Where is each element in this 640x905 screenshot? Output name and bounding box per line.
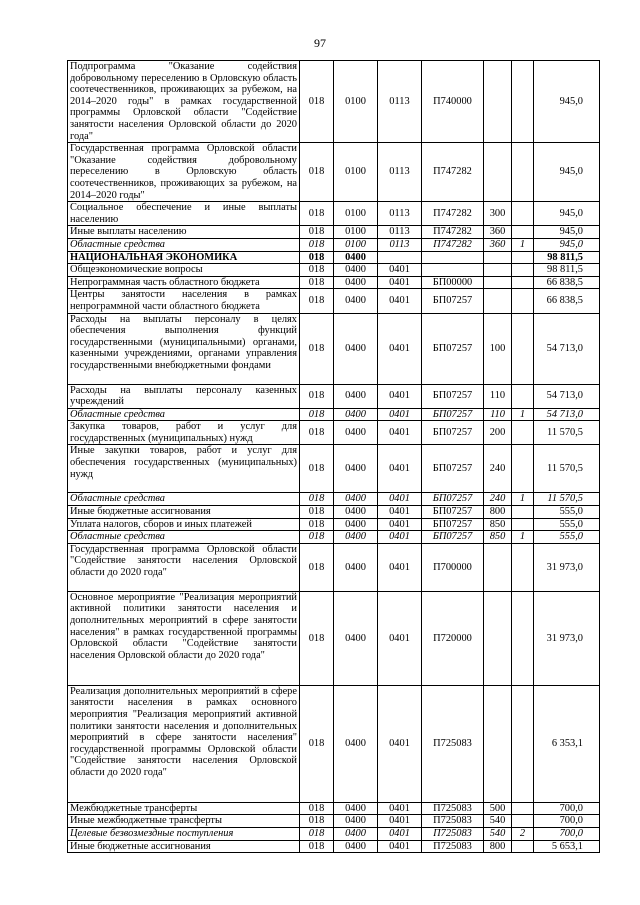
cell-subsection-code: 0401 bbox=[378, 815, 422, 828]
cell-expense-type: 100 bbox=[484, 313, 512, 384]
cell-section-code: 0400 bbox=[334, 828, 378, 841]
cell-funding-source: 1 bbox=[512, 408, 534, 421]
cell-amount: 555,0 bbox=[534, 518, 600, 531]
cell-section-code: 0400 bbox=[334, 531, 378, 544]
cell-subsection-code: 0401 bbox=[378, 802, 422, 815]
table-row bbox=[68, 408, 600, 421]
cell-expense-type bbox=[484, 591, 512, 685]
cell-amount: 98 811,5 bbox=[534, 251, 600, 264]
cell-subsection-code: 0401 bbox=[378, 685, 422, 802]
cell-subsection-code: 0401 bbox=[378, 840, 422, 853]
cell-amount: 555,0 bbox=[534, 506, 600, 519]
table-row bbox=[68, 840, 600, 853]
table-row bbox=[68, 143, 600, 202]
cell-amount: 6 353,1 bbox=[534, 685, 600, 802]
cell-ministry-code: 018 bbox=[300, 226, 334, 239]
row-name: Социальное обеспечение и иные выплаты населению bbox=[68, 202, 300, 226]
cell-funding-source bbox=[512, 591, 534, 685]
cell-target-article: П747282 bbox=[422, 226, 484, 239]
cell-amount: 54 713,0 bbox=[534, 408, 600, 421]
cell-ministry-code: 018 bbox=[300, 685, 334, 802]
cell-expense-type: 300 bbox=[484, 202, 512, 226]
budget-table bbox=[67, 60, 600, 853]
row-name: Иные межбюджетные трансферты bbox=[68, 815, 300, 828]
table-row bbox=[68, 61, 600, 143]
cell-expense-type: 800 bbox=[484, 506, 512, 519]
table-row bbox=[68, 445, 600, 493]
row-name: Общеэкономические вопросы bbox=[68, 264, 300, 277]
cell-amount: 11 570,5 bbox=[534, 421, 600, 445]
cell-section-code: 0400 bbox=[334, 815, 378, 828]
table-row bbox=[68, 493, 600, 506]
cell-funding-source bbox=[512, 276, 534, 289]
cell-expense-type: 540 bbox=[484, 815, 512, 828]
cell-subsection-code: 0113 bbox=[378, 202, 422, 226]
cell-expense-type: 360 bbox=[484, 226, 512, 239]
cell-funding-source: 1 bbox=[512, 493, 534, 506]
cell-target-article: П725083 bbox=[422, 802, 484, 815]
cell-expense-type: 850 bbox=[484, 518, 512, 531]
row-name: Областные средства bbox=[68, 408, 300, 421]
row-name: Расходы на выплаты персоналу казенных учреждений bbox=[68, 384, 300, 408]
cell-target-article: БП07257 bbox=[422, 384, 484, 408]
cell-ministry-code: 018 bbox=[300, 543, 334, 591]
cell-ministry-code: 018 bbox=[300, 493, 334, 506]
table-row bbox=[68, 591, 600, 685]
row-name: Государственная программа Орловской области "Содействие занятости населения Орловской области до 2020 года" bbox=[68, 543, 300, 591]
cell-funding-source bbox=[512, 226, 534, 239]
cell-amount: 945,0 bbox=[534, 202, 600, 226]
cell-expense-type bbox=[484, 143, 512, 202]
row-name: Уплата налогов, сборов и иных платежей bbox=[68, 518, 300, 531]
cell-section-code: 0400 bbox=[334, 408, 378, 421]
cell-subsection-code: 0401 bbox=[378, 531, 422, 544]
cell-expense-type bbox=[484, 685, 512, 802]
cell-amount: 31 973,0 bbox=[534, 591, 600, 685]
cell-amount: 31 973,0 bbox=[534, 543, 600, 591]
cell-target-article: П740000 bbox=[422, 61, 484, 143]
page-number: 97 bbox=[314, 36, 326, 50]
cell-funding-source bbox=[512, 685, 534, 802]
cell-subsection-code: 0401 bbox=[378, 518, 422, 531]
cell-section-code: 0100 bbox=[334, 143, 378, 202]
cell-amount: 54 713,0 bbox=[534, 384, 600, 408]
cell-section-code: 0400 bbox=[334, 518, 378, 531]
cell-target-article: П725083 bbox=[422, 815, 484, 828]
cell-amount: 66 838,5 bbox=[534, 289, 600, 313]
cell-funding-source: 1 bbox=[512, 238, 534, 251]
table-row bbox=[68, 251, 600, 264]
cell-section-code: 0400 bbox=[334, 264, 378, 277]
cell-target-article: БП07257 bbox=[422, 506, 484, 519]
cell-funding-source bbox=[512, 802, 534, 815]
row-name: Основное мероприятие "Реализация мероприятий активной политики занятости населения и дополнительных мероприятий в сфере занятости населения" в рамках государственной программы Орловской области "Содействие занятости населения Орловской области до 2020 года" bbox=[68, 591, 300, 685]
cell-ministry-code: 018 bbox=[300, 828, 334, 841]
cell-subsection-code: 0401 bbox=[378, 828, 422, 841]
cell-subsection-code: 0113 bbox=[378, 238, 422, 251]
row-name: Областные средства bbox=[68, 531, 300, 544]
cell-target-article: БП07257 bbox=[422, 493, 484, 506]
cell-funding-source bbox=[512, 421, 534, 445]
cell-subsection-code: 0401 bbox=[378, 543, 422, 591]
cell-funding-source bbox=[512, 143, 534, 202]
cell-funding-source bbox=[512, 445, 534, 493]
table-row bbox=[68, 543, 600, 591]
cell-ministry-code: 018 bbox=[300, 61, 334, 143]
cell-section-code: 0400 bbox=[334, 289, 378, 313]
cell-target-article: БП07257 bbox=[422, 518, 484, 531]
row-name: Целевые безвозмездные поступления bbox=[68, 828, 300, 841]
cell-amount: 98 811,5 bbox=[534, 264, 600, 277]
cell-section-code: 0400 bbox=[334, 685, 378, 802]
table-row bbox=[68, 531, 600, 544]
cell-amount: 945,0 bbox=[534, 226, 600, 239]
cell-expense-type: 360 bbox=[484, 238, 512, 251]
cell-ministry-code: 018 bbox=[300, 276, 334, 289]
cell-expense-type bbox=[484, 289, 512, 313]
table-row bbox=[68, 815, 600, 828]
cell-ministry-code: 018 bbox=[300, 408, 334, 421]
row-name: Областные средства bbox=[68, 238, 300, 251]
cell-expense-type: 800 bbox=[484, 840, 512, 853]
cell-ministry-code: 018 bbox=[300, 445, 334, 493]
cell-section-code: 0400 bbox=[334, 251, 378, 264]
cell-amount: 54 713,0 bbox=[534, 313, 600, 384]
cell-target-article: БП00000 bbox=[422, 276, 484, 289]
cell-funding-source bbox=[512, 251, 534, 264]
cell-section-code: 0400 bbox=[334, 445, 378, 493]
cell-target-article: П700000 bbox=[422, 543, 484, 591]
cell-funding-source bbox=[512, 384, 534, 408]
table-row bbox=[68, 518, 600, 531]
cell-section-code: 0400 bbox=[334, 543, 378, 591]
row-name: Расходы на выплаты персоналу в целях обеспечения выполнения функций государственными (муниципальными) органами, казенными учреждениями, органами управления государственными внебюджетными фондами bbox=[68, 313, 300, 384]
cell-funding-source bbox=[512, 815, 534, 828]
cell-amount: 945,0 bbox=[534, 61, 600, 143]
cell-target-article: БП07257 bbox=[422, 421, 484, 445]
cell-expense-type: 200 bbox=[484, 421, 512, 445]
row-name: Областные средства bbox=[68, 493, 300, 506]
row-name: Иные бюджетные ассигнования bbox=[68, 840, 300, 853]
row-name: Межбюджетные трансферты bbox=[68, 802, 300, 815]
cell-amount: 11 570,5 bbox=[534, 445, 600, 493]
table-row bbox=[68, 421, 600, 445]
row-name: Подпрограмма "Оказание содействия добровольному переселению в Орловскую область соотечественников, проживающих за рубежом, на 2014–2020 годы" в рамках государственной программы Орловской области "Содействие занятости населения Орловской области до 2020 года" bbox=[68, 61, 300, 143]
cell-expense-type: 110 bbox=[484, 384, 512, 408]
cell-ministry-code: 018 bbox=[300, 251, 334, 264]
cell-target-article: П747282 bbox=[422, 238, 484, 251]
cell-funding-source bbox=[512, 61, 534, 143]
table-row bbox=[68, 226, 600, 239]
cell-amount: 66 838,5 bbox=[534, 276, 600, 289]
cell-ministry-code: 018 bbox=[300, 591, 334, 685]
cell-expense-type: 500 bbox=[484, 802, 512, 815]
cell-funding-source bbox=[512, 264, 534, 277]
cell-target-article: БП07257 bbox=[422, 445, 484, 493]
table-row bbox=[68, 828, 600, 841]
cell-target-article bbox=[422, 264, 484, 277]
row-name: Непрограммная часть областного бюджета bbox=[68, 276, 300, 289]
table-row bbox=[68, 685, 600, 802]
cell-funding-source bbox=[512, 313, 534, 384]
cell-amount: 700,0 bbox=[534, 828, 600, 841]
cell-ministry-code: 018 bbox=[300, 518, 334, 531]
cell-ministry-code: 018 bbox=[300, 313, 334, 384]
cell-target-article: П725083 bbox=[422, 828, 484, 841]
cell-target-article: П747282 bbox=[422, 143, 484, 202]
cell-ministry-code: 018 bbox=[300, 143, 334, 202]
cell-target-article: П747282 bbox=[422, 202, 484, 226]
table-row bbox=[68, 276, 600, 289]
cell-subsection-code: 0401 bbox=[378, 264, 422, 277]
cell-expense-type bbox=[484, 251, 512, 264]
row-name: Реализация дополнительных мероприятий в сфере занятости населения в рамках основного мероприятия "Реализация мероприятий активной политики занятости населения и дополнительных мероприятий в сфере занятости населения" государственной программы Орловской области "Содействие занятости населения Орловской области до 2020 года" bbox=[68, 685, 300, 802]
row-name: Иные бюджетные ассигнования bbox=[68, 506, 300, 519]
cell-section-code: 0400 bbox=[334, 313, 378, 384]
cell-ministry-code: 018 bbox=[300, 264, 334, 277]
cell-amount: 555,0 bbox=[534, 531, 600, 544]
cell-expense-type: 850 bbox=[484, 531, 512, 544]
cell-funding-source bbox=[512, 840, 534, 853]
cell-expense-type bbox=[484, 264, 512, 277]
table-row bbox=[68, 264, 600, 277]
cell-subsection-code: 0113 bbox=[378, 226, 422, 239]
cell-expense-type: 110 bbox=[484, 408, 512, 421]
cell-expense-type bbox=[484, 543, 512, 591]
cell-section-code: 0100 bbox=[334, 61, 378, 143]
cell-expense-type bbox=[484, 276, 512, 289]
table-row bbox=[68, 289, 600, 313]
table-row bbox=[68, 202, 600, 226]
cell-section-code: 0400 bbox=[334, 506, 378, 519]
row-name: НАЦИОНАЛЬНАЯ ЭКОНОМИКА bbox=[68, 251, 300, 264]
cell-ministry-code: 018 bbox=[300, 202, 334, 226]
cell-expense-type: 540 bbox=[484, 828, 512, 841]
cell-target-article: П720000 bbox=[422, 591, 484, 685]
cell-funding-source bbox=[512, 289, 534, 313]
table-row bbox=[68, 506, 600, 519]
cell-funding-source bbox=[512, 518, 534, 531]
cell-subsection-code: 0401 bbox=[378, 289, 422, 313]
row-name: Государственная программа Орловской области "Оказание содействия добровольному переселению в Орловскую область соотечественников, проживающих за рубежом, на 2014–2020 годы" bbox=[68, 143, 300, 202]
cell-target-article: БП07257 bbox=[422, 531, 484, 544]
cell-ministry-code: 018 bbox=[300, 289, 334, 313]
cell-amount: 11 570,5 bbox=[534, 493, 600, 506]
cell-target-article: П725083 bbox=[422, 840, 484, 853]
table-row bbox=[68, 313, 600, 384]
cell-amount: 945,0 bbox=[534, 143, 600, 202]
cell-subsection-code: 0113 bbox=[378, 143, 422, 202]
cell-section-code: 0400 bbox=[334, 384, 378, 408]
cell-ministry-code: 018 bbox=[300, 238, 334, 251]
cell-section-code: 0400 bbox=[334, 802, 378, 815]
cell-funding-source bbox=[512, 506, 534, 519]
cell-target-article bbox=[422, 251, 484, 264]
cell-subsection-code: 0401 bbox=[378, 445, 422, 493]
cell-amount: 700,0 bbox=[534, 815, 600, 828]
row-name: Закупка товаров, работ и услуг для государственных (муниципальных) нужд bbox=[68, 421, 300, 445]
cell-section-code: 0400 bbox=[334, 276, 378, 289]
cell-subsection-code: 0401 bbox=[378, 421, 422, 445]
cell-subsection-code: 0113 bbox=[378, 61, 422, 143]
cell-section-code: 0400 bbox=[334, 493, 378, 506]
cell-section-code: 0100 bbox=[334, 226, 378, 239]
cell-ministry-code: 018 bbox=[300, 840, 334, 853]
table-row bbox=[68, 802, 600, 815]
cell-subsection-code: 0401 bbox=[378, 276, 422, 289]
cell-section-code: 0400 bbox=[334, 591, 378, 685]
cell-subsection-code: 0401 bbox=[378, 313, 422, 384]
cell-amount: 700,0 bbox=[534, 802, 600, 815]
cell-ministry-code: 018 bbox=[300, 802, 334, 815]
cell-amount: 5 653,1 bbox=[534, 840, 600, 853]
row-name: Иные закупки товаров, работ и услуг для обеспечения государственных (муниципальных) нужд bbox=[68, 445, 300, 493]
cell-funding-source: 2 bbox=[512, 828, 534, 841]
table-row bbox=[68, 238, 600, 251]
cell-ministry-code: 018 bbox=[300, 421, 334, 445]
cell-ministry-code: 018 bbox=[300, 384, 334, 408]
table-row bbox=[68, 384, 600, 408]
cell-subsection-code: 0401 bbox=[378, 591, 422, 685]
cell-amount: 945,0 bbox=[534, 238, 600, 251]
cell-subsection-code: 0401 bbox=[378, 384, 422, 408]
cell-section-code: 0100 bbox=[334, 202, 378, 226]
cell-target-article: БП07257 bbox=[422, 408, 484, 421]
row-name: Центры занятости населения в рамках непрограммной части областного бюджета bbox=[68, 289, 300, 313]
cell-subsection-code: 0401 bbox=[378, 506, 422, 519]
cell-expense-type bbox=[484, 61, 512, 143]
cell-subsection-code: 0401 bbox=[378, 493, 422, 506]
cell-funding-source bbox=[512, 543, 534, 591]
cell-target-article: БП07257 bbox=[422, 313, 484, 384]
cell-target-article: БП07257 bbox=[422, 289, 484, 313]
cell-subsection-code bbox=[378, 251, 422, 264]
cell-expense-type: 240 bbox=[484, 445, 512, 493]
row-name: Иные выплаты населению bbox=[68, 226, 300, 239]
cell-ministry-code: 018 bbox=[300, 506, 334, 519]
cell-funding-source bbox=[512, 202, 534, 226]
cell-section-code: 0400 bbox=[334, 840, 378, 853]
cell-ministry-code: 018 bbox=[300, 815, 334, 828]
cell-section-code: 0400 bbox=[334, 421, 378, 445]
cell-subsection-code: 0401 bbox=[378, 408, 422, 421]
cell-target-article: П725083 bbox=[422, 685, 484, 802]
cell-funding-source: 1 bbox=[512, 531, 534, 544]
cell-ministry-code: 018 bbox=[300, 531, 334, 544]
cell-expense-type: 240 bbox=[484, 493, 512, 506]
cell-section-code: 0100 bbox=[334, 238, 378, 251]
